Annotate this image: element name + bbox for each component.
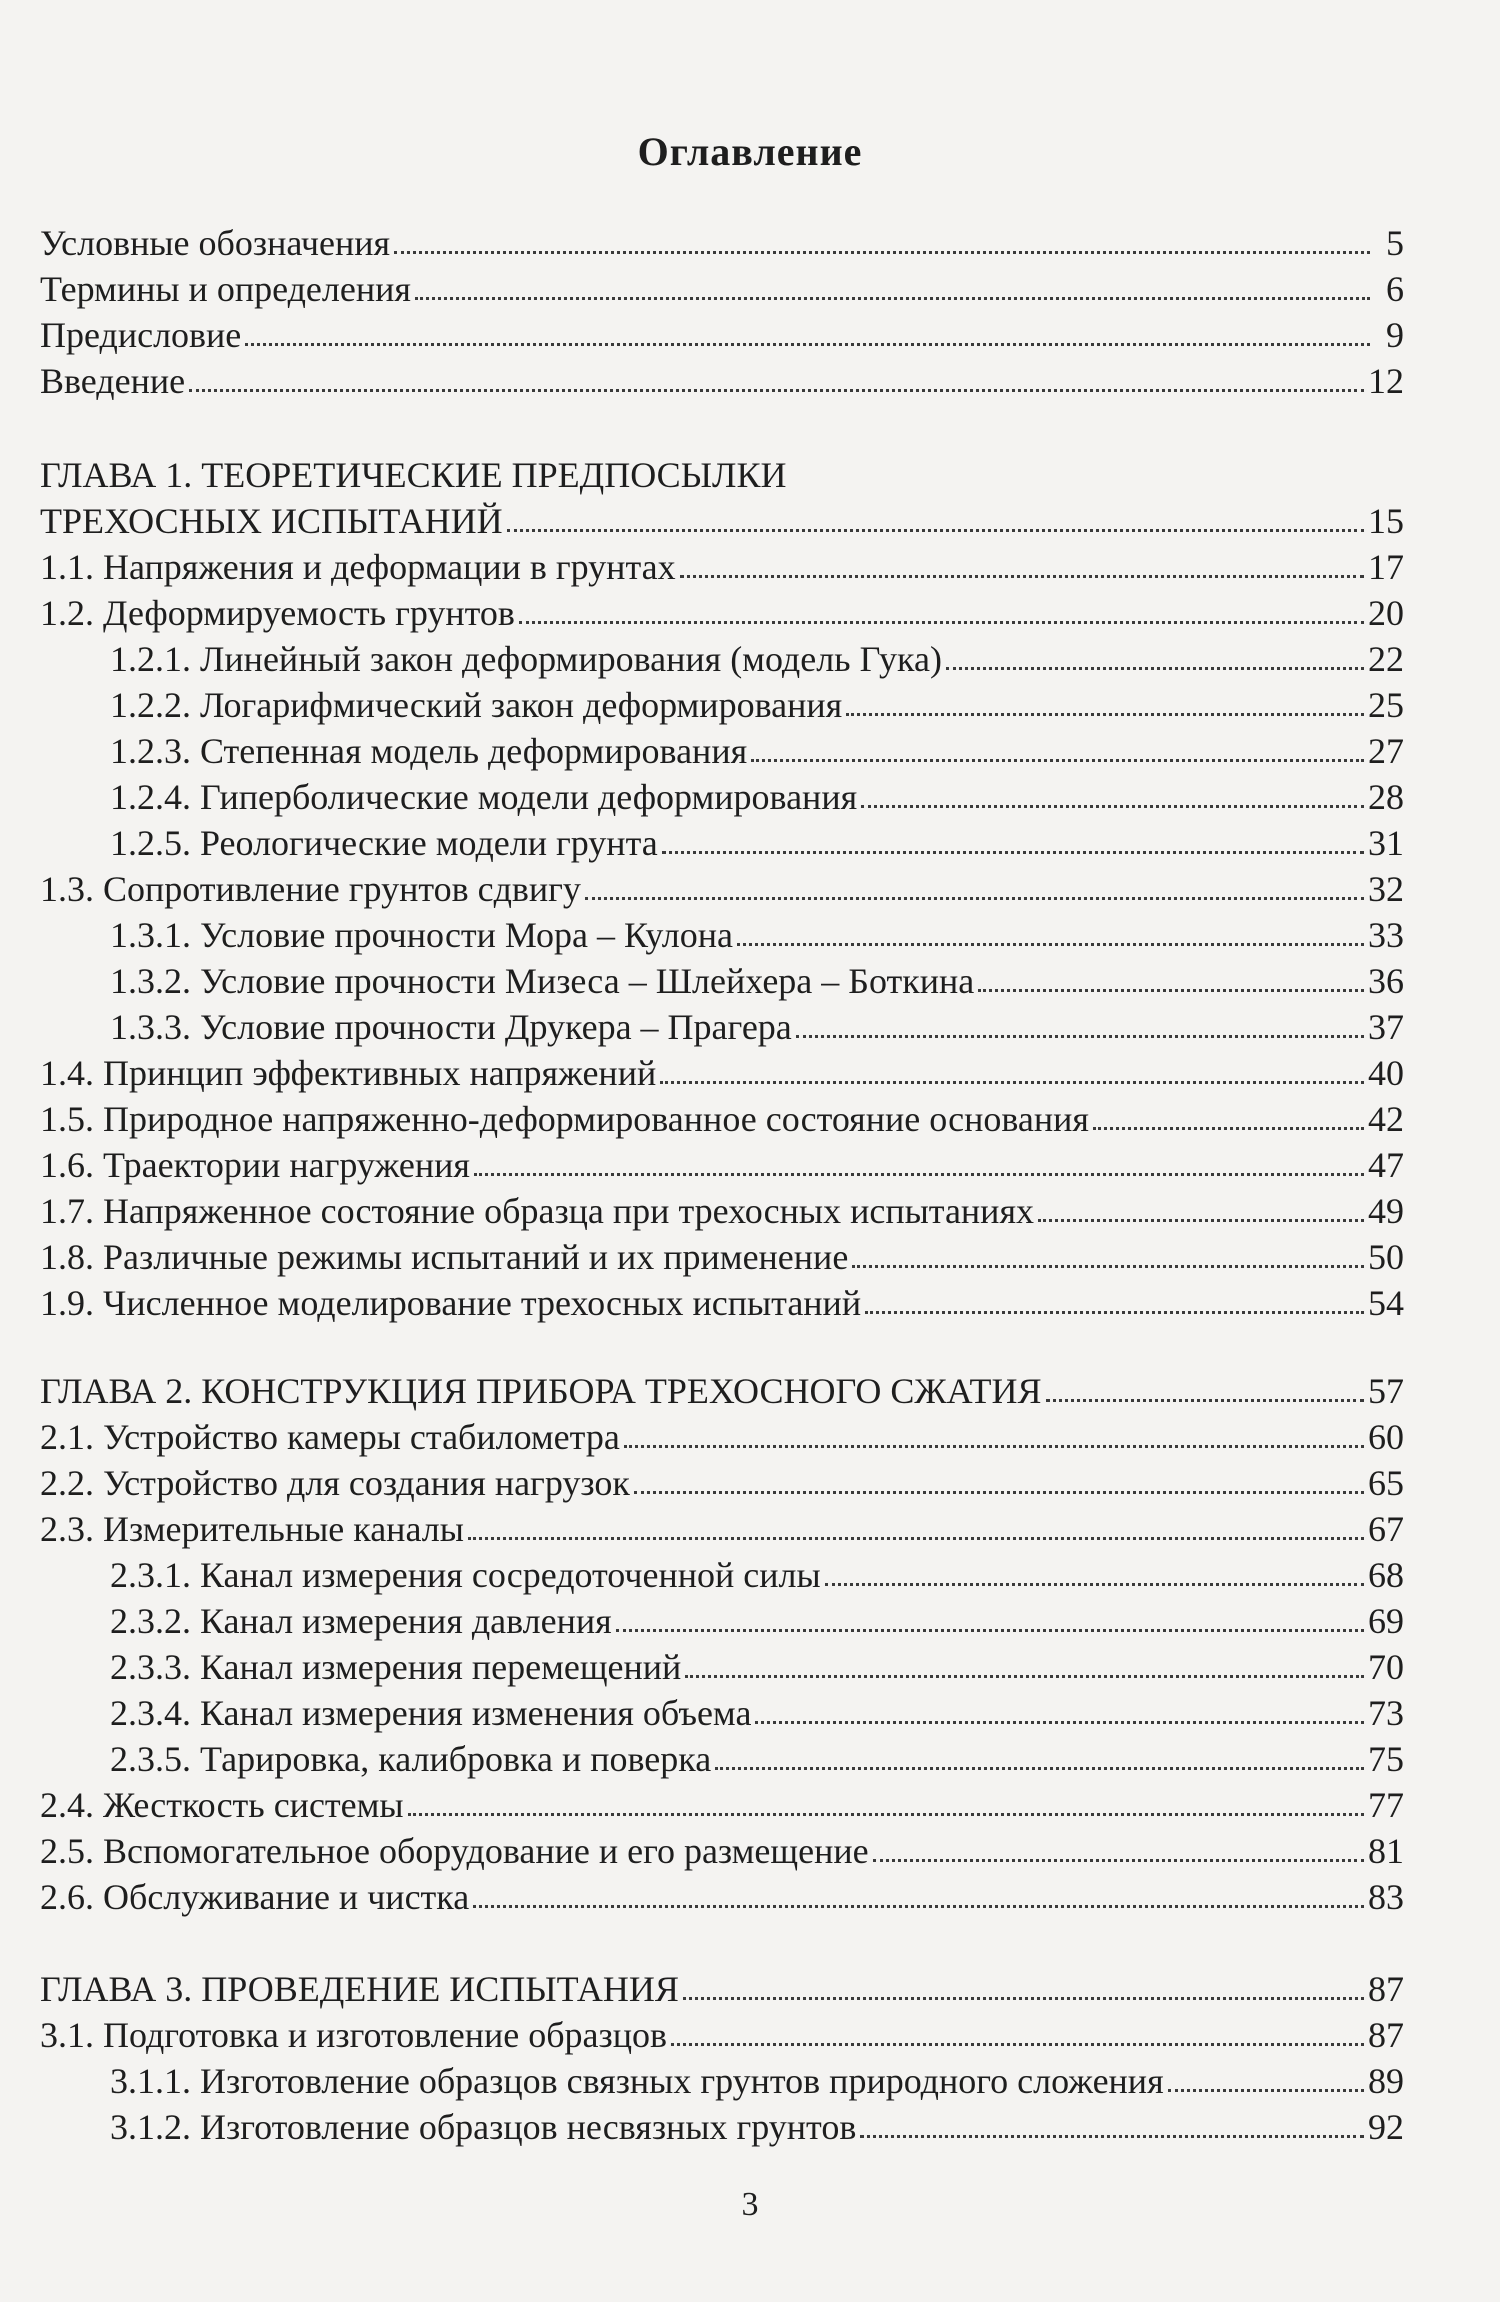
toc-entry: 1.2.2. Логарифмический закон деформирования 25 xyxy=(110,685,1404,725)
toc-entry: 3.1.2. Изготовление образцов несвязных грунтов 92 xyxy=(110,2107,1404,2147)
toc-entry: Условные обозначения 5 xyxy=(40,223,1404,263)
toc-entry: 3.1. Подготовка и изготовление образцов 87 xyxy=(40,2015,1404,2055)
toc-entry: 2.3.3. Канал измерения перемещений 70 xyxy=(110,1647,1404,1687)
toc-entry: Предисловие 9 xyxy=(40,315,1404,355)
toc-entry: 3.1.1. Изготовление образцов связных грунтов природного сложения 89 xyxy=(110,2061,1404,2101)
toc-entry: 1.3. Сопротивление грунтов сдвигу 32 xyxy=(40,869,1404,909)
toc-entry: 2.3.1. Канал измерения сосредоточенной силы 68 xyxy=(110,1555,1404,1595)
page-number: 3 xyxy=(741,2186,759,2223)
toc-entry: 1.2.3. Степенная модель деформирования 27 xyxy=(110,731,1404,771)
toc-entry: 1.3.1. Условие прочности Мора – Кулона 33 xyxy=(110,915,1404,955)
toc-entry: 1.8. Различные режимы испытаний и их применение 50 xyxy=(40,1237,1404,1277)
toc-entry: 1.2.4. Гиперболические модели деформирования 28 xyxy=(110,777,1404,817)
toc-entry: 2.1. Устройство камеры стабилометра 60 xyxy=(40,1417,1404,1457)
toc-entry: ТРЕХОСНЫХ ИСПЫТАНИЙ 15 xyxy=(40,501,1404,541)
toc-entry: 2.4. Жесткость системы 77 xyxy=(40,1785,1404,1825)
toc-entry: 2.2. Устройство для создания нагрузок 65 xyxy=(40,1463,1404,1503)
toc-entry: 1.5. Природное напряженно-деформированное состояние основания 42 xyxy=(40,1099,1404,1139)
toc-entry: 1.3.2. Условие прочности Мизеса – Шлейхера – Боткина 36 xyxy=(110,961,1404,1001)
toc-entry: 1.1. Напряжения и деформации в грунтах 17 xyxy=(40,547,1404,587)
toc-entry: 1.9. Численное моделирование трехосных испытаний 54 xyxy=(40,1283,1404,1323)
toc-entry: ГЛАВА 3. ПРОВЕДЕНИЕ ИСПЫТАНИЯ 87 xyxy=(40,1969,1404,2009)
page-title: Оглавление xyxy=(637,129,863,174)
toc-entry: ГЛАВА 2. КОНСТРУКЦИЯ ПРИБОРА ТРЕХОСНОГО СЖАТИЯ 57 xyxy=(40,1371,1404,1411)
toc-entry: 1.2.5. Реологические модели грунта 31 xyxy=(110,823,1404,863)
toc-entry: 1.6. Траектории нагружения 47 xyxy=(40,1145,1404,1185)
toc-entry: 2.3.4. Канал измерения изменения объема 73 xyxy=(110,1693,1404,1733)
toc-entry: 2.3.2. Канал измерения давления 69 xyxy=(110,1601,1404,1641)
toc-entry: 1.2.1. Линейный закон деформирования (модель Гука) 22 xyxy=(110,639,1404,679)
toc-entry: 2.5. Вспомогательное оборудование и его размещение 81 xyxy=(40,1831,1404,1871)
toc-entry: 1.2. Деформируемость грунтов 20 xyxy=(40,593,1404,633)
toc-entry: 1.4. Принцип эффективных напряжений 40 xyxy=(40,1053,1404,1093)
toc-entry: 2.6. Обслуживание и чистка 83 xyxy=(40,1877,1404,1917)
toc-entry: 1.7. Напряженное состояние образца при трехосных испытаниях 49 xyxy=(40,1191,1404,1231)
toc-entry: 2.3.5. Тарировка, калибровка и поверка 75 xyxy=(110,1739,1404,1779)
toc-entry: Введение 12 xyxy=(40,361,1404,401)
toc-entry: 2.3. Измерительные каналы 67 xyxy=(40,1509,1404,1549)
chapter-heading: ГЛАВА 1. ТЕОРЕТИЧЕСКИЕ ПРЕДПОСЫЛКИ xyxy=(40,455,787,495)
toc-entry: 1.3.3. Условие прочности Друкера – Прагера 37 xyxy=(110,1007,1404,1047)
toc-entry: Термины и определения 6 xyxy=(40,269,1404,309)
